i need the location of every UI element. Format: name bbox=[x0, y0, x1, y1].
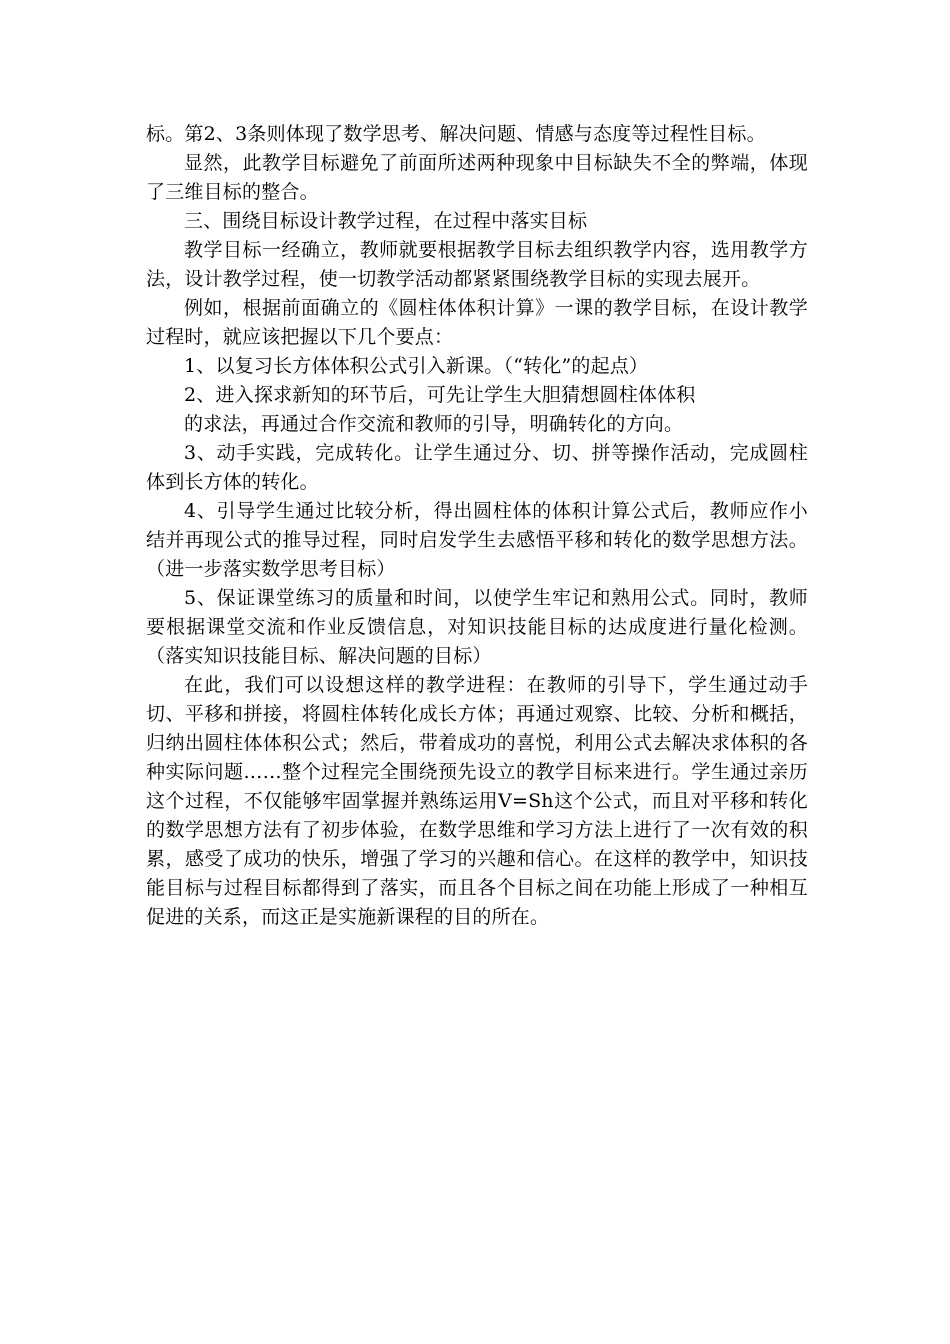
list-item-1: 1、以复习长方体体积公式引入新课。（“转化”的起点） bbox=[184, 355, 649, 377]
paragraph-summary: 在此，我们可以设想这样的教学进程：在教师的引导下，学生通过动手切、平移和拼接，将圆柱体转化成长方体；再通过观察、比较、分析和概括，归纳出圆柱体体积公式；然后，带着成功的喜悦，利用公式去解决求体积的各种实际问题……整个过程完全围绕预先设立的教学目标来进行。学生通过亲历这个过程，不仅能够牢固掌握并熟练运用V=Sh这个公式，而且对平移和转化的数学思想方法有了初步体验，在数学思维和学习方法上进行了一次有效的积累，感受了成功的快乐，增强了学习的兴趣和信心。在这样的教学中，知识技能目标与过程目标都得到了落实，而且各个目标之间在功能上形成了一种相互促进的关系，而这正是实施新课程的目的所在。 bbox=[146, 674, 808, 928]
list-item-2-continuation: 的求法，再通过合作交流和教师的引导，明确转化的方向。 bbox=[184, 413, 684, 435]
section-heading-3: 三、围绕目标设计教学过程，在过程中落实目标 bbox=[184, 210, 588, 232]
paragraph-4: 教学目标一经确立，教师就要根据教学目标去组织教学内容，选用教学方法，设计教学过程，使一切教学活动都紧紧围绕教学目标的实现去展开。 bbox=[146, 239, 808, 290]
list-item-3: 3、动手实践，完成转化。让学生通过分、切、拼等操作活动，完成圆柱体到长方体的转化。 bbox=[146, 442, 808, 493]
document-body bbox=[146, 120, 808, 932]
paragraph-5: 例如，根据前面确立的《圆柱体体积计算》一课的教学目标，在设计教学过程时，就应该把握以下几个要点： bbox=[146, 297, 808, 348]
list-item-2: 2、进入探求新知的环节后，可先让学生大胆猜想圆柱体体积 bbox=[184, 384, 696, 406]
paragraph-2: 显然，此教学目标避免了前面所述两种现象中目标缺失不全的弊端，体现了三维目标的整合。 bbox=[146, 152, 808, 203]
list-item-5: 5、保证课堂练习的质量和时间，以使学生牢记和熟用公式。同时，教师要根据课堂交流和作业反馈信息，对知识技能目标的达成度进行量化检测。（落实知识技能目标、解决问题的目标） bbox=[146, 587, 808, 667]
paragraph-1: 标。第2、3条则体现了数学思考、解决问题、情感与态度等过程性目标。 bbox=[146, 123, 766, 145]
list-item-4: 4、引导学生通过比较分析，得出圆柱体的体积计算公式后，教师应作小结并再现公式的推导过程，同时启发学生去感悟平移和转化的数学思想方法。（进一步落实数学思考目标） bbox=[146, 500, 808, 580]
